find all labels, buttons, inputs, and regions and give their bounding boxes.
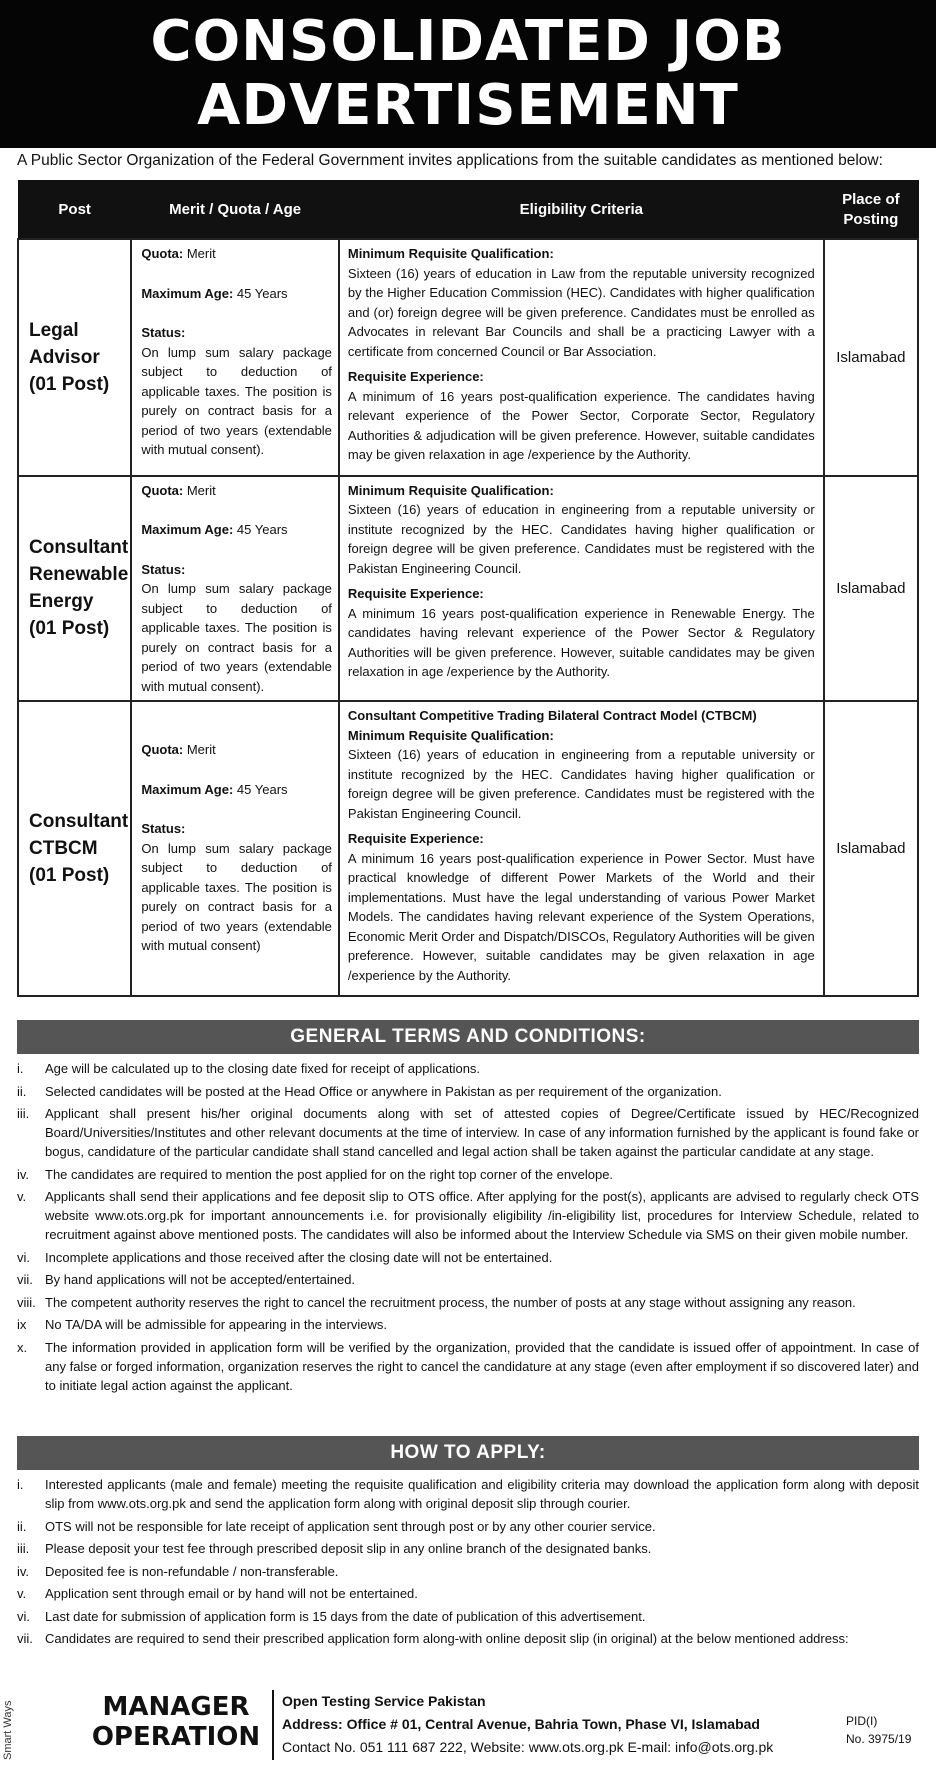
experience-heading: Requisite Experience: <box>347 831 484 846</box>
place-cell: Islamabad <box>824 701 918 996</box>
age-value: 45 Years <box>233 522 288 537</box>
header-title-line2: ADVERTISEMENT <box>197 73 739 138</box>
org-name: Open Testing Service Pakistan <box>282 1693 486 1709</box>
quota-label: Quota: <box>141 742 184 757</box>
list-item <box>17 1293 919 1312</box>
terms-list <box>17 1059 919 1398</box>
column-header-merit: Merit / Quota / Age <box>131 181 339 240</box>
age-line <box>141 284 332 304</box>
pid-line1: PID(I) <box>846 1714 878 1728</box>
status-label: Status: <box>141 821 186 836</box>
list-item <box>17 1517 919 1536</box>
eligibility-cell <box>339 239 824 476</box>
item-number: iv. <box>17 1563 30 1579</box>
item-text: Selected candidates will be posted at the Head Office or anywhere in Pakistan as per requirement of the organization. <box>45 1083 722 1099</box>
quota-label: Quota: <box>141 246 184 261</box>
status-text: On lump sum salary package subject to deduction of applicable taxes. The position is purely on contract basis for a period of two years (extendable with mutual consent). <box>141 581 332 694</box>
age-label: Maximum Age: <box>141 285 234 301</box>
position-subheading: Consultant Competitive Trading Bilateral Contract Model (CTBCM) <box>347 708 757 723</box>
pid-number <box>846 1712 911 1748</box>
list-item <box>17 1270 919 1289</box>
item-number: i. <box>17 1061 24 1076</box>
item-number: vi. <box>17 1608 30 1624</box>
contact-details: Contact No. 051 111 687 222, Website: www.ots.org.pk E-mail: info@ots.org.pk <box>282 1739 774 1755</box>
quota-label: Quota: <box>141 482 184 498</box>
item-text: No TA/DA will be admissible for appearing in the interviews. <box>45 1317 388 1332</box>
list-item <box>17 1629 919 1648</box>
item-text: Age will be calculated up to the closing date fixed for receipt of applications. <box>45 1061 481 1076</box>
quota-value: Merit <box>183 482 216 498</box>
status-label: Status: <box>141 561 186 577</box>
post-cell <box>18 701 131 996</box>
quota-value: Merit <box>183 742 216 757</box>
age-value: 45 Years <box>233 285 288 301</box>
item-text: Applicant shall present his/her original documents along with set of attested copies of Degree/Certificate issued by HEC/Recognized Board/Universities/Institutes and other relevant documents at the time of interview. In case of any information furnished by the applicant is found fake or bogus, candidature of the particular candidate shall stand cancelled and legal action shall be taken against the particular candidate at any stage. <box>45 1106 919 1159</box>
list-item <box>17 1475 919 1513</box>
eligibility-cell <box>339 701 824 996</box>
footer-divider <box>272 1690 274 1760</box>
list-item <box>17 1539 919 1558</box>
intro-text: A Public Sector Organization of the Federal Government invites applications from the suitable candidates as mentioned below: <box>17 152 883 169</box>
item-text: Application sent through email or by hand will not be entertained. <box>45 1586 418 1601</box>
header-title-line1: CONSOLIDATED JOB <box>150 9 786 74</box>
publisher-side-text: Smart Ways <box>2 1700 14 1760</box>
post-cell <box>18 476 131 702</box>
qualification-text: Sixteen (16) years of education in engineering from a reputable university or institute recognized by the HEC. Candidates having higher qualification or foreign degree will be given preference. Candidates must be registered with the Pakistan Engineering Council. <box>347 747 815 821</box>
item-text: The competent authority reserves the right to cancel the recruitment process, the number of posts at any stage without assigning any reason. <box>45 1294 856 1310</box>
item-number: ix <box>17 1317 27 1332</box>
job-row <box>18 476 918 702</box>
quota-value: Merit <box>183 246 216 261</box>
experience-heading: Requisite Experience: <box>347 369 484 384</box>
place-cell: Islamabad <box>824 476 918 702</box>
list-item <box>17 1315 919 1334</box>
post-title: Consultant Renewable Energy (01 Post) <box>29 537 129 640</box>
list-item <box>17 1338 919 1395</box>
table-header-row <box>18 181 918 240</box>
place-cell: Islamabad <box>824 239 918 476</box>
item-number: v. <box>17 1586 27 1601</box>
item-text: Interested applicants (male and female) meeting the requisite qualification and eligibility criteria may download the application form along with deposit slip from www.ots.org.pk and send the application form along with original deposit slip through courier. <box>45 1477 919 1511</box>
item-number: v. <box>17 1189 27 1204</box>
item-text: Deposited fee is non-refundable / non-transferable. <box>45 1563 339 1579</box>
item-number: vii. <box>17 1272 33 1287</box>
item-number: iv. <box>17 1166 30 1182</box>
column-header-place-text: Place of Posting <box>842 190 900 228</box>
advertisement-header <box>0 0 936 148</box>
item-number: vii. <box>17 1631 33 1646</box>
list-item <box>17 1562 919 1581</box>
item-text: Please deposit your test fee through prescribed deposit slip in any online branch of the designated banks. <box>45 1541 652 1556</box>
apply-list <box>17 1475 919 1652</box>
item-number: x. <box>17 1339 28 1355</box>
experience-heading: Requisite Experience: <box>347 586 484 601</box>
item-number: vi. <box>17 1249 30 1265</box>
age-line <box>141 520 332 540</box>
item-number: viii. <box>17 1294 36 1310</box>
qualification-heading: Minimum Requisite Qualification: <box>347 727 554 743</box>
item-number: iii. <box>17 1541 30 1556</box>
job-row <box>18 701 918 996</box>
apply-heading: HOW TO APPLY: <box>17 1436 919 1470</box>
item-number: ii. <box>17 1083 27 1099</box>
quota-line <box>141 481 332 501</box>
contact-block <box>282 1690 773 1759</box>
column-header-place <box>824 181 918 240</box>
item-text: Applicants shall send their applications and fee deposit slip to OTS office. After applying for the post(s), applicants are advised to regularly check OTS website www.ots.org.pk for important announcements i.e. for provisionally eligibility /in-eligibility list, procedures for Interview Schedule, related to recruitment against above mentioned posts. The candidates will also be informed about the Interview Schedule via SMS on their given mobile number. <box>45 1189 919 1242</box>
status-label: Status: <box>141 325 186 340</box>
address: Address: Office # 01, Central Avenue, Bahria Town, Phase VI, Islamabad <box>282 1716 760 1732</box>
manager-operation-title <box>86 1692 266 1752</box>
item-number: ii. <box>17 1518 27 1534</box>
list-item <box>17 1584 919 1603</box>
merit-cell <box>131 701 339 996</box>
pid-line2: No. 3975/19 <box>846 1732 912 1746</box>
column-header-eligibility: Eligibility Criteria <box>339 181 824 240</box>
merit-cell <box>131 476 339 702</box>
qualification-heading: Minimum Requisite Qualification: <box>347 246 554 261</box>
list-item <box>17 1165 919 1184</box>
list-item <box>17 1104 919 1161</box>
item-text: The candidates are required to mention the post applied for on the right top corner of the envelope. <box>45 1166 614 1182</box>
qualification-heading: Minimum Requisite Qualification: <box>347 482 554 498</box>
item-number: i. <box>17 1477 24 1492</box>
quota-line <box>141 740 332 760</box>
quota-line <box>141 244 332 264</box>
item-text: Incomplete applications and those received after the closing date will not be entertained. <box>45 1249 553 1265</box>
list-item <box>17 1187 919 1244</box>
manager-line: MANAGER <box>102 1692 250 1722</box>
list-item <box>17 1248 919 1267</box>
item-text: By hand applications will not be accepted/entertained. <box>45 1272 356 1287</box>
experience-text: A minimum of 16 years post-qualification experience. The candidates having relevant experience of the Power Sector, Corporate Sector, Regulatory Authorities & adjudication will be given preference. However, suitable candidates may be given relaxation in age /experience by the Authority. <box>347 388 815 462</box>
age-label: Maximum Age: <box>141 781 234 797</box>
item-text: Last date for submission of application form is 15 days from the date of publication of this advertisement. <box>45 1608 646 1624</box>
list-item <box>17 1059 919 1078</box>
terms-heading: GENERAL TERMS AND CONDITIONS: <box>17 1020 919 1054</box>
age-line <box>141 780 332 800</box>
list-item <box>17 1082 919 1101</box>
item-number: iii. <box>17 1106 30 1121</box>
qualification-text: Sixteen (16) years of education in engineering from a reputable university or institute recognized by the HEC. Candidates having higher qualification or foreign degree will be given preference. Candidates must be registered with the Pakistan Engineering Council. <box>347 502 815 576</box>
merit-cell <box>131 239 339 476</box>
job-row <box>18 239 918 476</box>
experience-text: A minimum 16 years post-qualification experience in Power Sector. Must have practical knowledge of different Power Markets of the World and their implementations. Must have the legal understanding of various Power Market Models. The candidates having relevant experience of the System Operations, Economic Merit Order and Dispatch/DISCOs, Regulatory Authorities will be given preference. However, suitable candidates may be given relaxation in age /experience by the Authority. <box>347 850 815 983</box>
list-item <box>17 1607 919 1626</box>
age-label: Maximum Age: <box>141 522 234 537</box>
age-value: 45 Years <box>233 781 288 797</box>
experience-text: A minimum 16 years post-qualification experience in Renewable Energy. The candidates having relevant experience of the Power Sector & Regulatory Authorities will be given preference. However, suitable candidates may be given relaxation in age /experience by the Authority. <box>347 605 815 679</box>
jobs-table <box>17 180 919 997</box>
item-text: OTS will not be responsible for late receipt of application sent through post or by any other courier service. <box>45 1518 656 1534</box>
qualification-text: Sixteen (16) years of education in Law from the reputable university recognized by the Higher Education Commission (HEC). Candidates with higher qualification and (or) foreign degree will be given preference. Candidates must be enrolled as Advocates in relevant Bar Councils and shall be a practicing Lawyer with a certificate from concerned Council or Bar Association. <box>347 265 815 359</box>
column-header-post: Post <box>18 181 131 240</box>
operation-line: OPERATION <box>91 1722 261 1752</box>
eligibility-cell <box>339 476 824 702</box>
item-text: Candidates are required to send their prescribed application form along-with online deposit slip (in original) at the below mentioned address: <box>45 1631 849 1646</box>
post-title: Legal Advisor (01 Post) <box>29 319 110 395</box>
post-cell <box>18 239 131 476</box>
post-title: Consultant CTBCM (01 Post) <box>29 811 129 886</box>
status-text: On lump sum salary package subject to deduction of applicable taxes. The position is purely on contract basis for a period of two years (extendable with mutual consent) <box>141 840 332 953</box>
status-text: On lump sum salary package subject to deduction of applicable taxes. The position is purely on contract basis for a period of two years (extendable with mutual consent). <box>141 344 332 457</box>
item-text: The information provided in application form will be verified by the organization, provided that the candidate is issued offer of appointment. In case of any false or forged information, organization reserves the right to cancel the candidature at any stage (even after employment if so discovered later) and to initiate legal action against the applicant. <box>45 1339 919 1393</box>
